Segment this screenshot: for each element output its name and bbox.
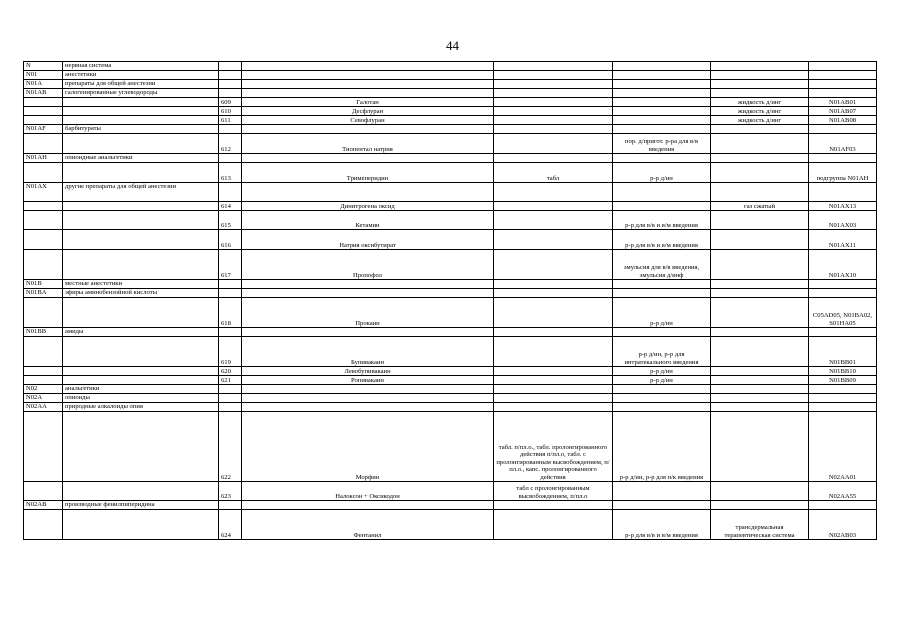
oral-form-cell	[494, 289, 613, 298]
drug-name-cell: Тиопентал натрия	[242, 134, 494, 154]
drug-name-cell	[242, 62, 494, 71]
group-name-cell	[63, 298, 219, 328]
table-row	[24, 376, 877, 385]
drug-name-cell: Севофлуран	[242, 116, 494, 125]
other-form-cell	[711, 80, 809, 89]
injection-form-cell: р-р для в/в и в/м введения	[613, 510, 711, 540]
item-number-cell: 614	[219, 202, 242, 211]
table-row	[24, 107, 877, 116]
drug-name-cell	[242, 125, 494, 134]
other-form-cell	[711, 298, 809, 328]
atc-code-cell: N01AB	[24, 89, 63, 98]
atc-code-cell	[24, 482, 63, 501]
table-row	[24, 510, 877, 540]
injection-form-cell	[613, 98, 711, 107]
drug-name-cell	[242, 403, 494, 412]
group-name-cell	[63, 412, 219, 482]
table-row	[24, 250, 877, 280]
injection-form-cell	[613, 183, 711, 202]
other-form-cell	[711, 337, 809, 367]
injection-form-cell	[613, 125, 711, 134]
oral-form-cell	[494, 211, 613, 230]
group-name-cell	[63, 510, 219, 540]
atc-code-cell: N01BA	[24, 289, 63, 298]
drug-name-cell	[242, 385, 494, 394]
other-form-cell	[711, 89, 809, 98]
group-name-cell	[63, 202, 219, 211]
group-name-cell: эфиры аминобензойной кислоты	[63, 289, 219, 298]
item-number-cell: 613	[219, 163, 242, 183]
oral-form-cell	[494, 116, 613, 125]
atc-code-cell	[24, 250, 63, 280]
atc-full-code-cell: N01AF03	[809, 134, 877, 154]
oral-form-cell	[494, 328, 613, 337]
item-number-cell	[219, 89, 242, 98]
injection-form-cell	[613, 202, 711, 211]
group-name-cell	[63, 134, 219, 154]
drug-name-cell: Пропофол	[242, 250, 494, 280]
drug-name-cell	[242, 280, 494, 289]
atc-code-cell: N	[24, 62, 63, 71]
table-row	[24, 328, 877, 337]
drug-name-cell	[242, 154, 494, 163]
item-number-cell: 615	[219, 211, 242, 230]
drug-name-cell: Галотан	[242, 98, 494, 107]
drug-classification-table	[23, 61, 877, 540]
atc-full-code-cell: N01BB09	[809, 376, 877, 385]
drug-name-cell: Кетамин	[242, 211, 494, 230]
item-number-cell	[219, 154, 242, 163]
other-form-cell: жидкость д/инг	[711, 98, 809, 107]
item-number-cell: 619	[219, 337, 242, 367]
table-row	[24, 501, 877, 510]
table-row	[24, 80, 877, 89]
table-row	[24, 298, 877, 328]
oral-form-cell	[494, 367, 613, 376]
group-name-cell: препараты для общей анестезии	[63, 80, 219, 89]
group-name-cell: другие препараты для общей анестезии	[63, 183, 219, 202]
injection-form-cell: р-р д/ин	[613, 376, 711, 385]
drug-name-cell: Натрия оксибутират	[242, 230, 494, 250]
injection-form-cell: р-р для в/в и в/м введения	[613, 230, 711, 250]
group-name-cell: природные алкалоиды опия	[63, 403, 219, 412]
atc-code-cell: N02	[24, 385, 63, 394]
atc-full-code-cell	[809, 125, 877, 134]
atc-full-code-cell: N01AX03	[809, 211, 877, 230]
table-row	[24, 412, 877, 482]
atc-full-code-cell: N01AB01	[809, 98, 877, 107]
atc-full-code-cell: N02AB03	[809, 510, 877, 540]
group-name-cell	[63, 376, 219, 385]
atc-code-cell: N01AX	[24, 183, 63, 202]
atc-code-cell: N01AH	[24, 154, 63, 163]
oral-form-cell	[494, 125, 613, 134]
atc-full-code-cell	[809, 62, 877, 71]
oral-form-cell: табл. п/пл.о., табл. пролонгированного действия п/пл.о, табл. с пролонгированным высвобождением, п/пл.о., капс. пролонгированного действия	[494, 412, 613, 482]
oral-form-cell	[494, 71, 613, 80]
injection-form-cell	[613, 71, 711, 80]
item-number-cell: 618	[219, 298, 242, 328]
atc-full-code-cell	[809, 328, 877, 337]
other-form-cell	[711, 376, 809, 385]
table-row	[24, 125, 877, 134]
atc-code-cell	[24, 376, 63, 385]
group-name-cell: амиды	[63, 328, 219, 337]
other-form-cell	[711, 501, 809, 510]
item-number-cell	[219, 501, 242, 510]
oral-form-cell	[494, 230, 613, 250]
atc-code-cell	[24, 412, 63, 482]
other-form-cell	[711, 250, 809, 280]
injection-form-cell	[613, 385, 711, 394]
atc-full-code-cell: N01AB07	[809, 107, 877, 116]
atc-full-code-cell	[809, 289, 877, 298]
other-form-cell	[711, 328, 809, 337]
injection-form-cell: р-р д/ин	[613, 163, 711, 183]
group-name-cell: производные фенилпиперидина	[63, 501, 219, 510]
other-form-cell	[711, 394, 809, 403]
item-number-cell	[219, 71, 242, 80]
atc-full-code-cell: N01AB08	[809, 116, 877, 125]
atc-full-code-cell: N01AX10	[809, 250, 877, 280]
other-form-cell	[711, 211, 809, 230]
item-number-cell	[219, 280, 242, 289]
other-form-cell	[711, 183, 809, 202]
drug-name-cell: Прокаин	[242, 298, 494, 328]
table-row	[24, 385, 877, 394]
atc-code-cell	[24, 116, 63, 125]
other-form-cell: жидкость д/инг	[711, 107, 809, 116]
oral-form-cell	[494, 501, 613, 510]
oral-form-cell	[494, 134, 613, 154]
drug-name-cell: Тримеперидин	[242, 163, 494, 183]
injection-form-cell	[613, 394, 711, 403]
oral-form-cell	[494, 89, 613, 98]
table-row	[24, 98, 877, 107]
injection-form-cell	[613, 116, 711, 125]
atc-code-cell	[24, 98, 63, 107]
table-row	[24, 337, 877, 367]
item-number-cell: 612	[219, 134, 242, 154]
oral-form-cell	[494, 183, 613, 202]
drug-name-cell: Ропивакаин	[242, 376, 494, 385]
oral-form-cell	[494, 394, 613, 403]
atc-code-cell: N01BB	[24, 328, 63, 337]
atc-full-code-cell	[809, 80, 877, 89]
oral-form-cell	[494, 376, 613, 385]
atc-full-code-cell: C05AD05, N01BA02, S01HA05	[809, 298, 877, 328]
injection-form-cell: р-р д/ин	[613, 367, 711, 376]
item-number-cell: 623	[219, 482, 242, 501]
atc-code-cell: N01	[24, 71, 63, 80]
oral-form-cell	[494, 385, 613, 394]
item-number-cell: 609	[219, 98, 242, 107]
table-row	[24, 289, 877, 298]
table-row	[24, 230, 877, 250]
group-name-cell	[63, 230, 219, 250]
oral-form-cell: табл с пролонгированным высвобождением, п/пл.о	[494, 482, 613, 501]
item-number-cell: 617	[219, 250, 242, 280]
other-form-cell	[711, 154, 809, 163]
atc-full-code-cell: N02AA01	[809, 412, 877, 482]
drug-name-cell	[242, 328, 494, 337]
table-row	[24, 202, 877, 211]
atc-code-cell	[24, 337, 63, 367]
drug-name-cell: Динитрогена оксид	[242, 202, 494, 211]
item-number-cell	[219, 125, 242, 134]
table-row	[24, 71, 877, 80]
atc-full-code-cell	[809, 71, 877, 80]
group-name-cell	[63, 163, 219, 183]
item-number-cell	[219, 328, 242, 337]
item-number-cell	[219, 403, 242, 412]
atc-full-code-cell: N01AX11	[809, 230, 877, 250]
drug-name-cell: Морфин	[242, 412, 494, 482]
atc-full-code-cell: N01AX13	[809, 202, 877, 211]
item-number-cell	[219, 289, 242, 298]
table-row	[24, 134, 877, 154]
item-number-cell: 624	[219, 510, 242, 540]
injection-form-cell	[613, 62, 711, 71]
group-name-cell	[63, 482, 219, 501]
group-name-cell: опиоидные анальгетики	[63, 154, 219, 163]
oral-form-cell	[494, 107, 613, 116]
injection-form-cell: р-р д/ин	[613, 298, 711, 328]
item-number-cell	[219, 80, 242, 89]
other-form-cell	[711, 134, 809, 154]
injection-form-cell	[613, 89, 711, 98]
group-name-cell	[63, 98, 219, 107]
atc-code-cell	[24, 107, 63, 116]
injection-form-cell	[613, 154, 711, 163]
injection-form-cell	[613, 80, 711, 89]
injection-form-cell	[613, 403, 711, 412]
injection-form-cell: р-р д/ин, р-р для интратекального введения	[613, 337, 711, 367]
injection-form-cell	[613, 482, 711, 501]
group-name-cell: местные анестетики	[63, 280, 219, 289]
oral-form-cell: табл	[494, 163, 613, 183]
atc-full-code-cell: N01BB01	[809, 337, 877, 367]
injection-form-cell: р-р д/ин, р-р для п/к введения	[613, 412, 711, 482]
item-number-cell: 622	[219, 412, 242, 482]
item-number-cell	[219, 385, 242, 394]
atc-code-cell	[24, 298, 63, 328]
group-name-cell: нервная система	[63, 62, 219, 71]
other-form-cell	[711, 62, 809, 71]
table-row	[24, 89, 877, 98]
group-name-cell: анестетики	[63, 71, 219, 80]
group-name-cell: барбитураты	[63, 125, 219, 134]
oral-form-cell	[494, 80, 613, 89]
item-number-cell: 616	[219, 230, 242, 250]
atc-code-cell: N01A	[24, 80, 63, 89]
table-row	[24, 116, 877, 125]
injection-form-cell: пор. д/пригот. р-ра для в/в введения	[613, 134, 711, 154]
item-number-cell: 611	[219, 116, 242, 125]
item-number-cell	[219, 62, 242, 71]
oral-form-cell	[494, 510, 613, 540]
injection-form-cell: р-р для в/в и в/м введения	[613, 211, 711, 230]
atc-code-cell: N01B	[24, 280, 63, 289]
table-body	[24, 62, 877, 540]
group-name-cell: опиоиды	[63, 394, 219, 403]
item-number-cell: 610	[219, 107, 242, 116]
atc-code-cell: N02AB	[24, 501, 63, 510]
table-row	[24, 183, 877, 202]
atc-code-cell	[24, 211, 63, 230]
other-form-cell	[711, 482, 809, 501]
drug-name-cell	[242, 183, 494, 202]
drug-name-cell: Левобупивакаин	[242, 367, 494, 376]
group-name-cell	[63, 250, 219, 280]
group-name-cell	[63, 116, 219, 125]
atc-full-code-cell	[809, 385, 877, 394]
item-number-cell	[219, 394, 242, 403]
other-form-cell	[711, 403, 809, 412]
drug-name-cell	[242, 289, 494, 298]
group-name-cell	[63, 211, 219, 230]
atc-full-code-cell	[809, 501, 877, 510]
drug-name-cell	[242, 501, 494, 510]
other-form-cell	[711, 280, 809, 289]
item-number-cell: 620	[219, 367, 242, 376]
other-form-cell: жидкость д/инг	[711, 116, 809, 125]
other-form-cell	[711, 412, 809, 482]
oral-form-cell	[494, 403, 613, 412]
other-form-cell	[711, 289, 809, 298]
atc-code-cell: N02A	[24, 394, 63, 403]
injection-form-cell	[613, 280, 711, 289]
atc-code-cell	[24, 367, 63, 376]
table-row	[24, 163, 877, 183]
table-row	[24, 62, 877, 71]
other-form-cell	[711, 71, 809, 80]
other-form-cell	[711, 230, 809, 250]
item-number-cell: 621	[219, 376, 242, 385]
other-form-cell	[711, 125, 809, 134]
injection-form-cell	[613, 328, 711, 337]
atc-full-code-cell	[809, 154, 877, 163]
group-name-cell	[63, 107, 219, 116]
atc-code-cell	[24, 134, 63, 154]
table-row	[24, 154, 877, 163]
injection-form-cell	[613, 289, 711, 298]
table-row	[24, 482, 877, 501]
oral-form-cell	[494, 202, 613, 211]
atc-full-code-cell	[809, 89, 877, 98]
drug-name-cell: Бупивакаин	[242, 337, 494, 367]
injection-form-cell	[613, 107, 711, 116]
atc-full-code-cell: N02AA55	[809, 482, 877, 501]
oral-form-cell	[494, 62, 613, 71]
atc-code-cell	[24, 163, 63, 183]
atc-full-code-cell: подгруппа N01AH	[809, 163, 877, 183]
drug-name-cell: Фентанил	[242, 510, 494, 540]
injection-form-cell	[613, 501, 711, 510]
other-form-cell	[711, 163, 809, 183]
group-name-cell	[63, 337, 219, 367]
drug-name-cell	[242, 394, 494, 403]
atc-full-code-cell	[809, 403, 877, 412]
group-name-cell	[63, 367, 219, 376]
oral-form-cell	[494, 298, 613, 328]
atc-code-cell	[24, 202, 63, 211]
table-row	[24, 394, 877, 403]
atc-code-cell	[24, 510, 63, 540]
oral-form-cell	[494, 250, 613, 280]
drug-name-cell: Налоксон + Оксикодон	[242, 482, 494, 501]
other-form-cell: трансдермальная терапевтическая система	[711, 510, 809, 540]
atc-full-code-cell: N01BB10	[809, 367, 877, 376]
oral-form-cell	[494, 337, 613, 367]
drug-name-cell	[242, 89, 494, 98]
oral-form-cell	[494, 280, 613, 289]
atc-full-code-cell	[809, 394, 877, 403]
drug-name-cell	[242, 80, 494, 89]
table-row	[24, 211, 877, 230]
atc-full-code-cell	[809, 183, 877, 202]
oral-form-cell	[494, 154, 613, 163]
group-name-cell: анальгетики	[63, 385, 219, 394]
item-number-cell	[219, 183, 242, 202]
table-row	[24, 403, 877, 412]
atc-code-cell	[24, 230, 63, 250]
other-form-cell	[711, 367, 809, 376]
atc-code-cell: N02AA	[24, 403, 63, 412]
table-row	[24, 280, 877, 289]
other-form-cell	[711, 385, 809, 394]
drug-name-cell: Десфлуран	[242, 107, 494, 116]
page-number: 44	[446, 38, 459, 53]
atc-full-code-cell	[809, 280, 877, 289]
drug-name-cell	[242, 71, 494, 80]
other-form-cell: газ сжатый	[711, 202, 809, 211]
group-name-cell: галогенированные углеводороды	[63, 89, 219, 98]
injection-form-cell: эмульсия для в/в введения, эмульсия д/инф	[613, 250, 711, 280]
atc-code-cell: N01AF	[24, 125, 63, 134]
table-row	[24, 367, 877, 376]
oral-form-cell	[494, 98, 613, 107]
